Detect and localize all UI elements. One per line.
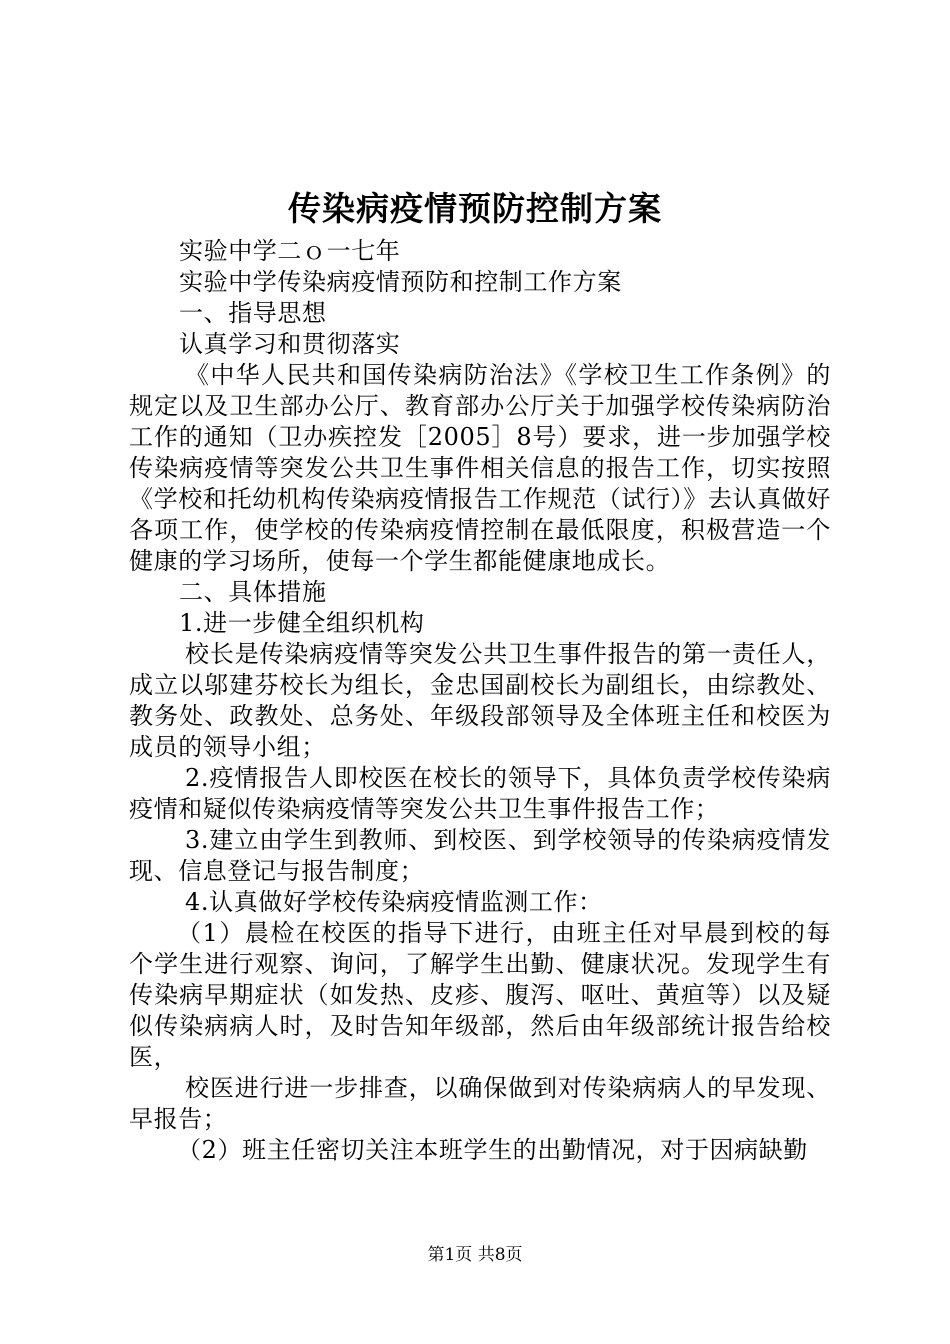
heading-guiding-thought: 一、指导思想: [179, 299, 327, 327]
paragraph-principal-responsibility: 校长是传染病疫情等突发公共卫生事件报告的第一责任人，成立以邬建芬校长为组长，金忠国副校长为副组长，由综教处、教务处、政教处、总务处、年级段部领导及全体班主任和校医为成员的领导小组；: [129, 640, 831, 761]
heading-specific-measures: 二、具体措施: [179, 578, 327, 606]
document-title: 传染病疫情预防控制方案: [288, 189, 662, 228]
paragraph-measure-1: 1.进一步健全组织机构: [179, 609, 425, 637]
paragraph-measure-4: 4.认真做好学校传染病疫情监测工作：: [185, 888, 603, 916]
paragraph-attendance: （2）班主任密切关注本班学生的出勤情况，对于因病缺勤: [177, 1136, 808, 1164]
paragraph-regulations: 《中华人民共和国传染病防治法》《学校卫生工作条例》的规定以及卫生部办公厅、教育部办公厅关于加强学校传染病防治工作的通知（卫办疾控发［2005］8号）要求，进一步加强学校传染病疫情等突发公共卫生事件相关信息的报告工作，切实按照《学校和托幼机构传染病疫情报告工作规范（试行）》去认真做好各项工作，使学校的传染病疫情控制在最低限度，积极营造一个健康的学习场所，使每一个学生都能健康地成长。: [129, 361, 831, 575]
paragraph-school-doctor: 校医进行进一步排查，以确保做到对传染病病人的早发现、早报告；: [129, 1074, 831, 1133]
document-body: [129, 236, 831, 1166]
paragraph-subtitle: 实验中学传染病疫情预防和控制工作方案: [179, 268, 622, 296]
paragraph-measure-2: 2.疫情报告人即校医在校长的领导下，具体负责学校传染病疫情和疑似传染病疫情等突发公共卫生事件报告工作；: [129, 764, 831, 823]
paragraph-date: 实验中学二ｏ一七年: [179, 237, 401, 265]
paragraph-study-implement: 认真学习和贯彻落实: [179, 330, 401, 358]
paragraph-morning-check: （1）晨检在校医的指导下进行，由班主任对早晨到校的每个学生进行观察、询问，了解学生出勤、健康状况。发现学生有传染病早期症状（如发热、皮疹、腹泻、呕吐、黄疸等）以及疑似传染病病人时，及时告知年级部，然后由年级部统计报告给校医，: [129, 919, 831, 1071]
page-number: 第1页 共8页: [427, 1245, 523, 1265]
paragraph-measure-3: 3.建立由学生到教师、到校医、到学校领导的传染病疫情发现、信息登记与报告制度；: [129, 826, 831, 885]
